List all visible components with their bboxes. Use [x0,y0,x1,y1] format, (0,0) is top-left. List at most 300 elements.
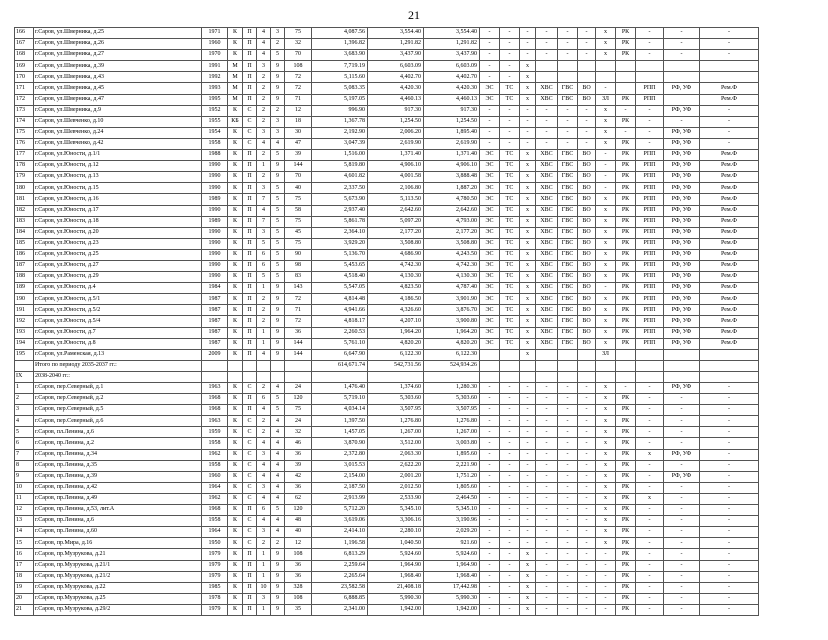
table-cell: x [520,294,536,305]
table-cell: ТС [500,161,520,172]
table-cell: 1990 [202,227,228,238]
table-cell: - [520,460,536,471]
table-cell: - [664,405,700,416]
table-cell: ГВС [558,94,578,105]
table-cell: - [578,427,596,438]
table-cell: ГВС [558,283,578,294]
table-cell: 75 [285,28,312,39]
table-cell: x [596,405,616,416]
table-cell: 1,267.00 [368,427,424,438]
table-cell: К [228,571,243,582]
table-cell: 7 [257,216,271,227]
table-row [15,560,759,571]
table-cell: С [243,105,257,116]
table-cell: x [596,449,616,460]
table-cell: ХВС [536,316,558,327]
table-cell: ХВС [536,338,558,349]
table-cell: - [558,438,578,449]
table-row [15,150,759,161]
table-cell: 2,154.00 [312,471,368,482]
table-cell [202,360,228,371]
table-cell: - [578,39,596,50]
table-cell: К [228,527,243,538]
table-cell: 9 [271,604,285,615]
table-cell: - [520,427,536,438]
table-cell [664,94,700,105]
table-cell: - [480,28,500,39]
table-cell: 190 [15,294,34,305]
table-cell: - [578,50,596,61]
table-cell: 4,793.00 [424,216,480,227]
table-cell: П [243,571,257,582]
table-cell: 189 [15,283,34,294]
table-cell: - [700,416,759,427]
table-row [15,216,759,227]
table-cell: - [500,405,520,416]
table-cell: 4,420.30 [424,83,480,94]
table-cell: РФ, УФ [664,105,700,116]
table-cell: 2 [257,316,271,327]
table-cell: - [520,39,536,50]
table-cell: 3,554.40 [368,28,424,39]
table-cell: г.Саров, ул.Шверника, д.47 [34,94,202,105]
table-cell: 3 [257,61,271,72]
table-cell: 2 [257,72,271,83]
table-cell: - [480,383,500,394]
table-cell: РК [616,183,636,194]
table-cell: 4 [257,349,271,360]
table-cell: 4,207.10 [368,316,424,327]
table-cell: РПП [636,294,664,305]
table-cell: 40 [285,183,312,194]
table-cell: Рем.Ф [700,249,759,260]
table-cell: 4,402.70 [368,72,424,83]
table-cell: - [636,604,664,615]
table-cell: - [596,571,616,582]
table-cell: 1958 [202,438,228,449]
table-cell: 2,414.10 [312,527,368,538]
table-cell: - [480,471,500,482]
table-row [15,593,759,604]
table-cell: С [243,116,257,127]
table-row [15,493,759,504]
table-cell [596,61,616,72]
table-cell: - [558,127,578,138]
table-cell: 1991 [202,61,228,72]
table-cell: 9 [271,549,285,560]
table-cell: - [636,460,664,471]
table-cell: 1 [257,560,271,571]
table-cell: К [228,205,243,216]
table-cell: 5,990.30 [424,593,480,604]
table-cell: - [500,427,520,438]
table-cell: РК [616,39,636,50]
table-cell: x [596,272,616,283]
table-cell: РФ, УФ [664,183,700,194]
table-cell [480,349,500,360]
table-cell: - [578,604,596,615]
table-cell: 90 [285,249,312,260]
table-cell: 2 [257,427,271,438]
table-cell: Итого по периоду 2035-2037 гг.: [34,360,202,371]
table-cell: ТС [500,194,520,205]
table-cell: 1964 [202,482,228,493]
table-cell: К [228,183,243,194]
table-row [15,338,759,349]
table-cell: П [243,305,257,316]
table-cell: - [558,538,578,549]
table-cell: 172 [15,94,34,105]
table-cell [616,371,636,382]
table-cell: РФ, УФ [664,150,700,161]
table-cell: - [578,516,596,527]
table-cell: 5,113.50 [368,194,424,205]
table-cell: 1,942.00 [368,604,424,615]
table-row [15,94,759,105]
table-cell: x [596,460,616,471]
table-cell: 1960 [202,39,228,50]
table-cell: 4,420.30 [368,83,424,94]
table-cell [578,349,596,360]
table-cell: 1979 [202,604,228,615]
table-cell: - [480,449,500,460]
table-cell: - [480,604,500,615]
table-cell: 188 [15,272,34,283]
table-cell: РПП [636,227,664,238]
table-cell: 2,029.20 [424,527,480,538]
table-cell: 1979 [202,560,228,571]
table-cell: 1987 [202,338,228,349]
table-cell: 4,001.58 [368,172,424,183]
table-cell: 5 [271,249,285,260]
table-cell: - [596,560,616,571]
table-cell: 1,968.40 [368,571,424,582]
table-cell: 5 [15,427,34,438]
table-cell [228,371,243,382]
table-cell: РК [616,283,636,294]
table-cell: 11 [15,493,34,504]
table-cell: РК [616,338,636,349]
table-cell: 71 [285,305,312,316]
table-cell: 1952 [202,105,228,116]
table-row [15,471,759,482]
table-cell: ХВС [536,205,558,216]
table-cell: 5 [271,260,285,271]
table-cell [664,371,700,382]
table-cell: г.Саров, пр.Музрукова, д.21/2 [34,571,202,582]
table-cell: - [500,61,520,72]
table-cell: - [664,394,700,405]
table-cell: 4 [271,460,285,471]
table-cell: 542,731.56 [368,360,424,371]
table-cell: x [520,72,536,83]
table-cell: РК [616,194,636,205]
table-cell: - [500,593,520,604]
table-cell: 4 [271,416,285,427]
table-cell: РК [616,28,636,39]
table-cell: Рем.Ф [700,205,759,216]
table-cell: 2038-2040 гг.: [34,371,202,382]
table-cell: 5,924.60 [368,549,424,560]
table-cell: - [636,138,664,149]
table-cell: К [228,604,243,615]
table-cell: ХВС [536,150,558,161]
table-cell: г.Саров, пр.Музрукова, д.21 [34,549,202,560]
table-cell: 9 [271,172,285,183]
table-cell: - [700,127,759,138]
table-cell: - [578,383,596,394]
table-cell: К [228,172,243,183]
table-cell: П [243,194,257,205]
table-cell: К [228,227,243,238]
table-cell: - [596,582,616,593]
table-cell: 70 [285,172,312,183]
table-cell: РПП [636,249,664,260]
table-cell: - [636,560,664,571]
table-cell: x [596,39,616,50]
table-cell: - [664,50,700,61]
table-cell: - [500,516,520,527]
table-cell: 614,671.74 [312,360,368,371]
table-cell: x [520,272,536,283]
table-cell: x [520,238,536,249]
table-cell: - [500,549,520,560]
table-cell: РФ, УФ [664,138,700,149]
table-cell: x [596,527,616,538]
table-cell: 23,582.58 [312,582,368,593]
table-cell: - [700,28,759,39]
table-cell: x [596,316,616,327]
table-cell: x [520,61,536,72]
table-row [15,28,759,39]
table-cell: 1,457.05 [312,427,368,438]
table-cell: - [536,516,558,527]
table-cell: ВО [578,172,596,183]
table-cell: г.Саров, ул.Юности, д.5/2 [34,305,202,316]
table-cell: - [480,394,500,405]
table-cell: РПП [636,216,664,227]
table-cell [616,72,636,83]
table-cell: 1 [15,383,34,394]
table-cell: РФ, УФ [664,338,700,349]
table-cell: - [664,538,700,549]
table-cell: - [480,50,500,61]
table-cell: 1 [257,604,271,615]
table-cell: 2 [257,538,271,549]
table-cell: 187 [15,260,34,271]
table-cell: г.Саров, ул.Юности, д.16 [34,194,202,205]
table-cell: - [500,460,520,471]
table-cell: 4,460.13 [368,94,424,105]
table-cell: 5 [271,394,285,405]
table-cell: П [243,505,257,516]
table-cell: - [480,482,500,493]
table-cell: - [500,50,520,61]
table-cell: 193 [15,327,34,338]
table-cell: 9 [15,471,34,482]
table-row [15,50,759,61]
table-cell: - [500,72,520,83]
table-cell: РК [616,172,636,183]
table-cell: - [664,549,700,560]
table-cell: 2,106.80 [368,183,424,194]
table-cell: К [228,427,243,438]
table-cell: - [700,482,759,493]
table-cell: 17 [15,560,34,571]
table-cell: x [520,83,536,94]
table-cell: РК [616,571,636,582]
table-cell: 170 [15,72,34,83]
table-cell: РФ, УФ [664,205,700,216]
table-cell: ВО [578,316,596,327]
table-cell: - [536,493,558,504]
table-cell: 4 [257,460,271,471]
table-cell: - [664,527,700,538]
table-cell: - [578,127,596,138]
table-cell [636,349,664,360]
table-cell: 1984 [202,283,228,294]
table-cell [578,371,596,382]
table-cell: 2 [257,116,271,127]
table-cell: - [664,582,700,593]
table-cell: - [578,116,596,127]
table-cell: П [243,94,257,105]
table-cell: РК [616,394,636,405]
table-cell: - [500,482,520,493]
table-cell: ВО [578,150,596,161]
table-cell: 12 [15,505,34,516]
table-cell: - [480,460,500,471]
table-cell: 1,895.40 [424,127,480,138]
table-cell: - [664,39,700,50]
table-cell: 1987 [202,294,228,305]
table-cell: 58 [285,205,312,216]
table-cell: 39 [285,460,312,471]
table-cell: - [664,460,700,471]
table-cell: - [578,394,596,405]
table-cell: ТС [500,150,520,161]
table-cell: 72 [285,72,312,83]
table-cell: К [228,260,243,271]
table-cell: 1 [257,549,271,560]
table-cell: ЭС [480,227,500,238]
table-cell: г.Саров, пр.Ленина, д.34 [34,449,202,460]
table-cell: 9 [271,83,285,94]
table-cell: - [536,571,558,582]
table-row [15,249,759,260]
table-cell: - [700,116,759,127]
table-cell [500,360,520,371]
table-cell: Рем.Ф [700,94,759,105]
table-cell: 996.90 [312,105,368,116]
table-cell: - [636,571,664,582]
table-row [15,516,759,527]
table-cell: x [596,138,616,149]
table-cell: 3,512.00 [368,438,424,449]
table-cell: К [228,327,243,338]
table-cell: РК [616,161,636,172]
table-cell: 917.30 [368,105,424,116]
table-cell: ЭС [480,338,500,349]
table-cell: П [243,83,257,94]
table-cell: РПП [636,283,664,294]
table-cell: ВО [578,205,596,216]
table-cell: x [596,493,616,504]
table-cell [700,360,759,371]
table-row [15,460,759,471]
table-cell: 4 [271,383,285,394]
table-cell: 15 [15,538,34,549]
table-cell: 5 [271,216,285,227]
table-cell: ВО [578,227,596,238]
table-cell: 1990 [202,205,228,216]
table-cell: 144 [285,338,312,349]
table-cell: г.Саров, пр.Музрукова, д.21/1 [34,560,202,571]
table-cell: ГВС [558,194,578,205]
table-cell: 2,937.40 [312,205,368,216]
table-cell: x [520,161,536,172]
table-cell: 4 [257,50,271,61]
table-cell: 2,372.80 [312,449,368,460]
table-cell: x [596,249,616,260]
table-cell: 24 [285,416,312,427]
table-cell: - [536,527,558,538]
table-cell: П [243,161,257,172]
table-cell: - [520,28,536,39]
table-cell: ВО [578,238,596,249]
table-cell: 4,601.82 [312,172,368,183]
table-cell: x [596,427,616,438]
table-cell: ВО [578,283,596,294]
table-cell: - [558,39,578,50]
table-cell: РК [616,460,636,471]
table-cell: 3,508.80 [368,238,424,249]
table-cell: 72 [285,316,312,327]
table-cell: 1950 [202,538,228,549]
table-cell: К [228,582,243,593]
table-cell: x [596,105,616,116]
table-row [15,427,759,438]
table-cell: 70 [285,50,312,61]
table-cell: 917.30 [424,105,480,116]
table-cell: 1964 [202,527,228,538]
table-cell: ХВС [536,305,558,316]
table-cell [596,72,616,83]
table-cell: 1979 [202,571,228,582]
table-cell: РПП [636,305,664,316]
table-cell: 7 [15,449,34,460]
table-cell: 9 [271,61,285,72]
table-cell: КБ [228,116,243,127]
table-cell: x [596,438,616,449]
table-cell: - [700,138,759,149]
table-cell: С [243,493,257,504]
table-cell: г.Саров, ул.Юности, д.13 [34,172,202,183]
table-cell: - [536,105,558,116]
table-cell: - [536,604,558,615]
table-cell: x [520,571,536,582]
table-cell: РК [616,249,636,260]
table-cell: 1,040.50 [368,538,424,549]
table-cell: - [520,516,536,527]
table-cell: 1,964.20 [368,327,424,338]
table-row [15,482,759,493]
table-cell [636,360,664,371]
table-cell: ЭС [480,305,500,316]
table-row [15,138,759,149]
table-cell: 1987 [202,327,228,338]
table-cell: 1,476.40 [312,383,368,394]
